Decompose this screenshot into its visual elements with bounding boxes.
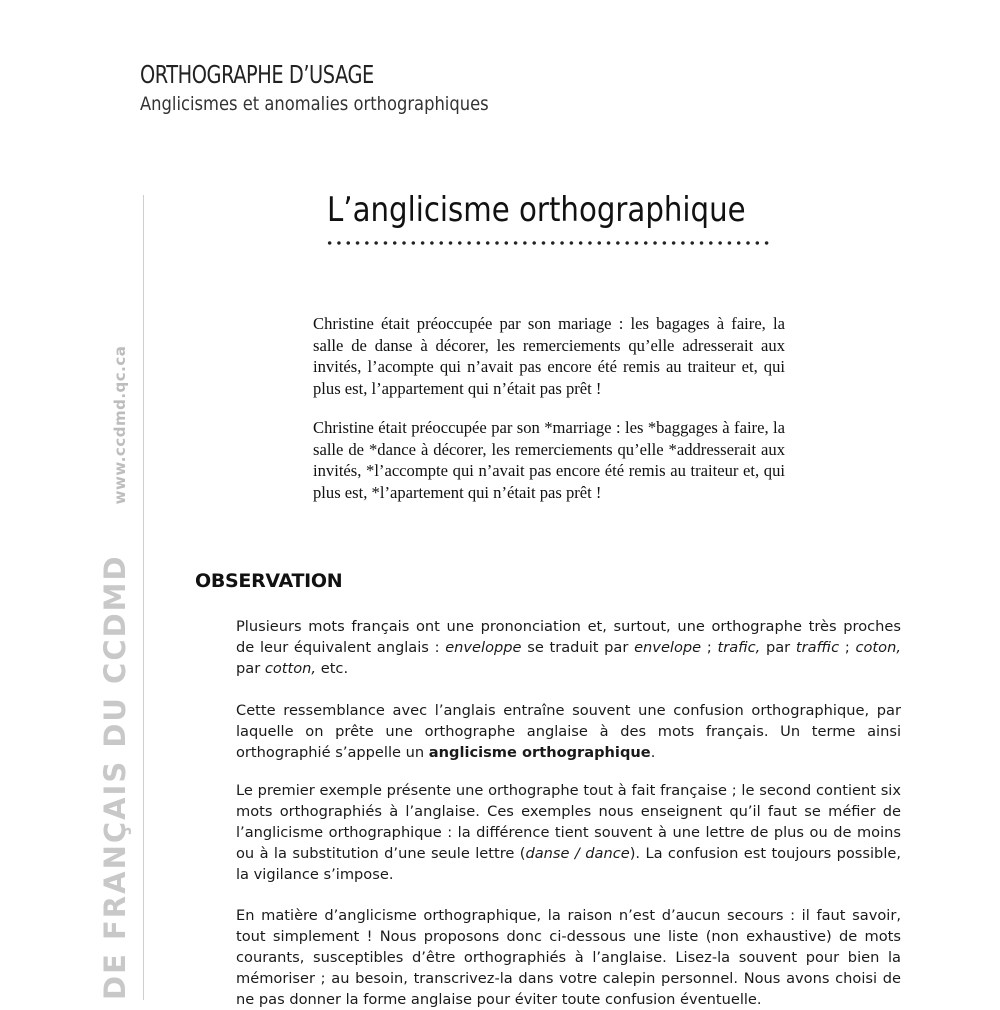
italic-term: danse / dance [525,845,630,862]
observation-paragraph-2 [236,700,901,763]
text-run: . [650,744,656,761]
sidebar-url: www.ccdmd.qc.ca [111,345,129,505]
observation-paragraph-4: En matière d’anglicisme orthographique, la raison n’est d’aucun secours : il faut savoir, tout simplement ! Nous proposons donc ci-dessous une liste (non exhaustive) de mots courants, susceptibles d’être orthographiés à l’anglaise. Lisez-la souvent pour bien la mémoriser ; au besoin, transcrivez-la dans votre calepin personnel. Nous avons choisi de ne pas donner la forme anglaise pour éviter toute confusion éventuelle. [236,907,901,1008]
text-run: Cette ressemblance avec l’anglais entraîne souvent une confusion orthographique, par laquelle on prête une orthographe anglaise à des mots français. Un terme ainsi orthographié s’appelle un [236,702,901,761]
text-run: ; [839,639,856,656]
italic-term: trafic, [717,639,761,656]
italic-term: traffic [795,639,840,656]
text-run: se traduit par [521,639,635,656]
italic-term: envelope [634,639,702,656]
text-run: par [760,639,796,656]
section-subtitle: Anglicismes et anomalies orthographiques [140,93,489,115]
italic-term: enveloppe [445,639,522,656]
dotted-divider [325,240,773,246]
text-run: ). La confusion est toujours possible, la vigilance s’impose. [236,845,901,883]
section-title: ORTHOGRAPHE D’USAGE [140,60,374,89]
text-run: etc. [316,660,349,677]
italic-term: coton, [855,639,901,656]
sidebar-brand: DE FRANÇAIS DU CCDMD [98,554,132,1000]
example-incorrect: Christine était préoccupée par son *marriage : les *baggages à faire, la salle de *dance à décorer, les remerciements qu’elle *addresserait aux invités, *l’accompte qui n’avait pas encore été remis au traiteur et, qui plus est, *l’apartement qui n’était pas prêt ! [313,418,785,502]
italic-term: cotton, [264,660,317,677]
sidebar-vertical-text [98,346,132,1000]
text-run: ; [701,639,718,656]
text-run: Plusieurs mots français ont une prononciation et, surtout, une orthographe très proches de leur équivalent anglais : [236,618,901,656]
observation-heading: OBSERVATION [195,570,343,592]
margin-rule [143,195,144,1000]
page-title: L’anglicisme orthographique [327,190,746,230]
observation-paragraph-1 [236,616,901,679]
bold-term: anglicisme orthographique [428,744,651,761]
text-run: par [236,660,265,677]
text-run: Le premier exemple présente une orthographe tout à fait française ; le second contient six mots orthographiés à l’anglaise. Ces exemples nous enseignent qu’il faut se méfier de l’anglicisme orthographique : la différence tient souvent à une lettre de plus ou de moins ou à la substitution d’une seule lettre ( [236,782,901,862]
example-correct: Christine était préoccupée par son mariage : les bagages à faire, la salle de danse à décorer, les remerciements qu’elle adresserait aux invités, l’acompte qui n’avait pas encore été remis au traiteur et, qui plus est, l’appartement qui n’était pas prêt ! [313,314,785,398]
observation-paragraph-3 [236,780,901,885]
